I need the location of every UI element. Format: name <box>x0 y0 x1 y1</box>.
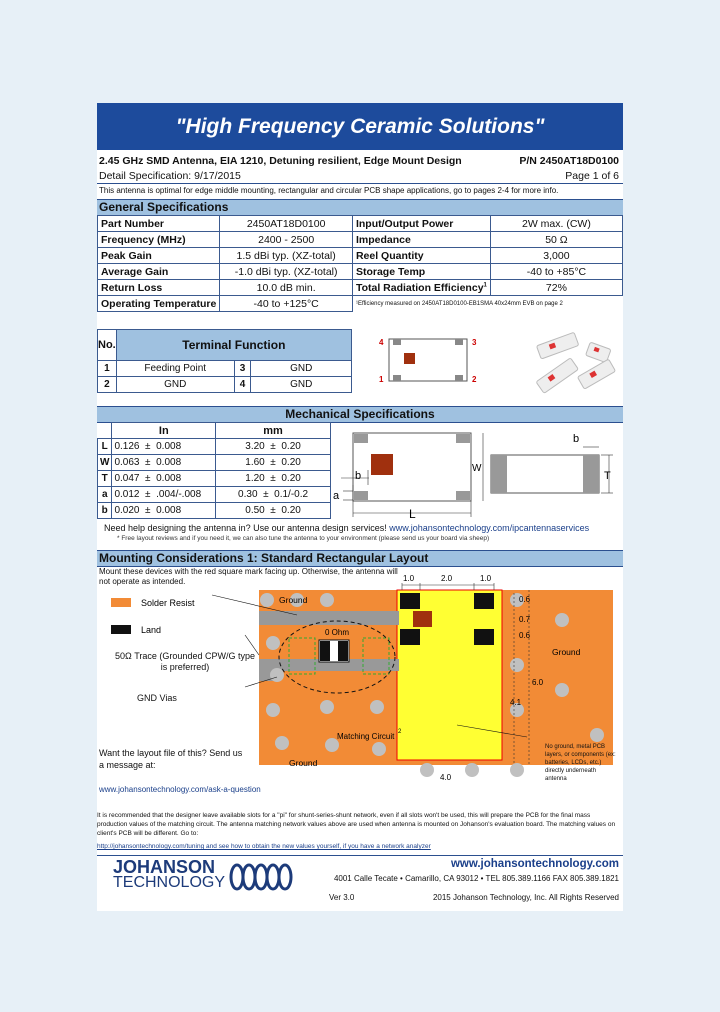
mm-value: 0.30 <box>238 489 258 500</box>
layout-file-prompt: Want the layout file of this? Send us a message at: <box>99 748 243 770</box>
mm-value: 3.20 <box>245 441 265 452</box>
mm-cell <box>216 503 331 519</box>
mounting-desc: Mount these devices with the red square mark facing up. Otherwise, the antenna will not operate as intended. <box>99 567 398 586</box>
table-row <box>98 455 331 471</box>
inch-tol: .004/-.008 <box>156 489 202 500</box>
spec-value: 72% <box>490 280 622 296</box>
land-pad <box>474 629 494 645</box>
chip-outline <box>389 339 467 381</box>
general-spec-header: General Specifications <box>97 199 623 216</box>
spec-value: 1.5 dBi typ. (XZ-total) <box>220 248 353 264</box>
spec-value: -40 to +125°C <box>220 296 353 312</box>
dim-label: 6.0 <box>532 678 544 687</box>
mechanical-spec-table <box>97 422 331 519</box>
general-spec-table <box>97 215 623 312</box>
pm-sign: ± <box>145 505 151 516</box>
inch-cell <box>112 439 216 455</box>
pad <box>393 375 401 381</box>
part-number-header: P/N 2450AT18D0100 <box>519 155 619 167</box>
ground-label: Ground <box>289 758 318 768</box>
legend-swatch-land <box>111 625 131 634</box>
land-pad <box>400 629 420 645</box>
ground-label: Ground <box>279 595 308 605</box>
dim-key: b <box>98 503 112 519</box>
design-help <box>104 523 589 533</box>
spec-label: Operating Temperature <box>98 296 220 312</box>
inch-cell <box>112 471 216 487</box>
spec-label: Peak Gain <box>98 248 220 264</box>
pad <box>455 339 463 345</box>
pm-sign: ± <box>145 441 151 452</box>
keepout-area <box>397 590 502 760</box>
inch-tol: 0.008 <box>156 473 182 484</box>
mm-value: 1.60 <box>245 457 265 468</box>
mechanical-spec-header: Mechanical Specifications <box>97 406 623 423</box>
mm-cell <box>216 455 331 471</box>
inch-value: 0.012 <box>114 489 140 500</box>
inch-tol: 0.008 <box>156 505 182 516</box>
detail-spec-date: Detail Specification: 9/17/2015 <box>99 170 241 182</box>
pinout-diagram <box>367 329 507 393</box>
mm-value: 0.50 <box>245 505 265 516</box>
pin-label: 4 <box>379 338 384 347</box>
inch-value: 0.063 <box>114 457 140 468</box>
orientation-mark <box>371 454 393 475</box>
dim-label: 0.6 <box>519 631 531 640</box>
inch-tol: 0.008 <box>156 441 182 452</box>
terminal-header: Terminal Function <box>116 330 351 361</box>
divider <box>97 183 623 184</box>
pin-function: GND <box>116 377 234 393</box>
table-row <box>98 377 352 393</box>
spec-label: Average Gain <box>98 264 220 280</box>
table-row <box>98 423 331 439</box>
orientation-mark <box>413 611 432 627</box>
pad <box>456 434 470 443</box>
pm-sign: ± <box>145 489 151 500</box>
dim-label: 2.0 <box>441 574 453 583</box>
logo-coil-icon <box>229 861 299 893</box>
help-note: * Free layout reviews and if you need it, we can also tune the antenna to your environment (please send us your board via sheep) <box>117 535 490 542</box>
spec-value: 50 Ω <box>490 232 622 248</box>
pin-function: Feeding Point <box>116 361 234 377</box>
page-number: Page 1 of 6 <box>565 170 619 182</box>
dim-key: W <box>98 455 112 471</box>
spec-value: 2450AT18D0100 <box>220 216 353 232</box>
footer-divider <box>97 855 623 856</box>
mm-tol: 0.1/-0.2 <box>274 489 309 500</box>
spec-label: Reel Quantity <box>352 248 490 264</box>
efficiency-label: Total Radiation Efficiency <box>355 281 484 294</box>
logo-line1: JOHANSON <box>113 857 216 877</box>
banner-title: "High Frequency Ceramic Solutions" <box>97 103 623 150</box>
mm-cell <box>216 487 331 503</box>
legend-land: Land <box>141 625 162 635</box>
chip-top-view <box>353 433 471 501</box>
pm-sign: ± <box>263 489 269 500</box>
ask-question-link[interactable]: www.johansontechnology.com/ask-a-question <box>99 785 261 794</box>
tuning-link[interactable]: http://johansontechnology.com/tuning and see how to obtain the new values yourself, if you have a network analyzer <box>97 843 431 850</box>
no-metal-note: No ground, metal PCB layers, or components (ex: batteries, LCDs, etc.) directly underneath antenna <box>545 744 616 782</box>
mm-tol: 0.20 <box>281 441 301 452</box>
pad <box>455 375 463 381</box>
mm-tol: 0.20 <box>281 505 301 516</box>
table-row <box>98 248 623 264</box>
mm-cell <box>216 471 331 487</box>
pin-label: 1 <box>379 375 384 384</box>
blank-cell <box>98 423 112 439</box>
spec-value: -40 to +85°C <box>490 264 622 280</box>
dim-label: 4.0 <box>440 773 452 782</box>
mounting-header: Mounting Considerations 1: Standard Rectangular Layout <box>97 550 623 567</box>
table-row <box>98 296 623 312</box>
gnd-vias-label: GND Vias <box>137 693 177 703</box>
table-row <box>98 471 331 487</box>
pad <box>354 434 368 443</box>
spec-value: 3,000 <box>490 248 622 264</box>
table-row <box>98 280 623 296</box>
dim-label-b: b <box>355 470 362 482</box>
col-header-mm: mm <box>216 423 331 439</box>
orientation-mark <box>404 353 415 364</box>
spec-label: Input/Output Power <box>352 216 490 232</box>
bottom-note: It is recommended that the designer leave available slots for a "pi" for shunt-series-shunt network, even if all slots won't be used, this will prepare the PCB for the final mass production values of the matching circuit. The antenna matching network values above are used when antenna is mounted on Johanson's evaluation board. The matching values on client's PCB will be different. Go to: <box>97 812 616 837</box>
pin-number: 2 <box>98 377 117 393</box>
side-pad <box>491 455 507 493</box>
help-text: Need help designing the antenna in? Use our antenna design services! <box>104 523 387 533</box>
address: 4001 Calle Tecate • Camarillo, CA 93012 • TEL 805.389.1166 FAX 805.389.1821 <box>333 874 619 883</box>
spec-value: 2400 - 2500 <box>220 232 353 248</box>
table-row <box>98 264 623 280</box>
copyright: 2015 Johanson Technology, Inc. All Rights Reserved <box>432 893 619 902</box>
spec-label: Part Number <box>98 216 220 232</box>
company-logo <box>113 857 226 891</box>
inch-cell <box>112 487 216 503</box>
chip-side-view <box>491 455 599 493</box>
spec-label: Return Loss <box>98 280 220 296</box>
pm-sign: ± <box>145 473 151 484</box>
table-row <box>98 361 352 377</box>
dim-label: 0.6 <box>519 595 531 604</box>
spec-label: Impedance <box>352 232 490 248</box>
matching-sup: 2 <box>398 729 402 735</box>
trace-label: 50Ω Trace (Grounded CPW/G type is preferred) <box>115 651 255 672</box>
dim-key: T <box>98 471 112 487</box>
spec-value: 2W max. (CW) <box>490 216 622 232</box>
pm-sign: ± <box>270 441 276 452</box>
pad <box>354 491 368 500</box>
dim-key: a <box>98 487 112 503</box>
spec-label: Storage Temp <box>352 264 490 280</box>
dim-label-l: L <box>409 507 416 521</box>
pm-sign: ± <box>145 457 151 468</box>
spec-label: Frequency (MHz) <box>98 232 220 248</box>
dim-label: 0.7 <box>519 615 531 624</box>
terminal-function-table <box>97 329 352 393</box>
matching-label: Matching Circuit <box>337 732 395 741</box>
chip-photos <box>517 327 617 397</box>
pm-sign: ± <box>270 473 276 484</box>
resistor-label: 0 Ohm <box>325 628 350 637</box>
mm-tol: 0.20 <box>281 457 301 468</box>
table-row <box>98 330 352 361</box>
table-row <box>98 232 623 248</box>
spec-label <box>352 280 490 296</box>
spec-value: -1.0 dBi typ. (XZ-total) <box>220 264 353 280</box>
side-pad <box>583 455 599 493</box>
spec-value: 10.0 dB min. <box>220 280 353 296</box>
pin-function: GND <box>251 377 352 393</box>
pin-label: 2 <box>472 375 477 384</box>
legend-solder: Solder Resist <box>141 598 195 608</box>
logo-line2: TECHNOLOGY <box>113 874 226 891</box>
dim-label: 4.1 <box>510 698 522 707</box>
pin-number: 1 <box>98 361 117 377</box>
intro-note: This antenna is optimal for edge middle mounting, rectangular and circular PCB shape applications, go to pages 2-4 for more info. <box>99 186 559 195</box>
dim-label: 1.0 <box>480 574 492 583</box>
inch-cell <box>112 455 216 471</box>
mechanical-drawing <box>333 425 621 521</box>
pm-sign: ± <box>270 457 276 468</box>
mm-value: 1.20 <box>245 473 265 484</box>
pad <box>456 491 470 500</box>
inch-value: 0.020 <box>114 505 140 516</box>
table-row <box>98 216 623 232</box>
dim-label-a: a <box>333 490 340 502</box>
version: Ver 3.0 <box>329 893 355 902</box>
dim-key: L <box>98 439 112 455</box>
pin-label: 3 <box>472 338 477 347</box>
table-row <box>98 503 331 519</box>
inch-value: 0.126 <box>114 441 140 452</box>
dim-label-b: b <box>573 433 580 445</box>
legend-swatch-solder <box>111 598 131 607</box>
dim-label-t: T <box>604 470 611 482</box>
pm-sign: ± <box>270 505 276 516</box>
pad <box>393 339 401 345</box>
col-header-in: In <box>112 423 216 439</box>
inch-value: 0.047 <box>114 473 140 484</box>
land-pad <box>474 593 494 609</box>
footnote-mark: 1 <box>483 282 487 288</box>
land-pad <box>400 593 420 609</box>
pin-number: 4 <box>234 377 251 393</box>
inch-cell <box>112 503 216 519</box>
no-header: No. <box>98 330 117 361</box>
pin-number: 3 <box>234 361 251 377</box>
mm-tol: 0.20 <box>281 473 301 484</box>
inch-tol: 0.008 <box>156 457 182 468</box>
dim-label-w: W <box>472 463 482 474</box>
table-row <box>98 487 331 503</box>
table-row <box>98 439 331 455</box>
trace-top <box>259 611 399 625</box>
antenna-services-link[interactable]: www.johansontechnology.com/ipcantennaservices <box>389 523 590 533</box>
efficiency-footnote: ¹Efficiency measured on 2450AT18D0100-EB1SMA 40x24mm EVB on page 2 <box>355 300 563 307</box>
ground-label: Ground <box>552 647 581 657</box>
website[interactable]: www.johansontechnology.com <box>450 858 619 870</box>
datasheet-page <box>97 103 623 911</box>
dim-label: 1.0 <box>403 574 415 583</box>
product-line: 2.45 GHz SMD Antenna, EIA 1210, Detuning resilient, Edge Mount Design <box>99 155 462 167</box>
mm-cell <box>216 439 331 455</box>
pin-function: GND <box>251 361 352 377</box>
